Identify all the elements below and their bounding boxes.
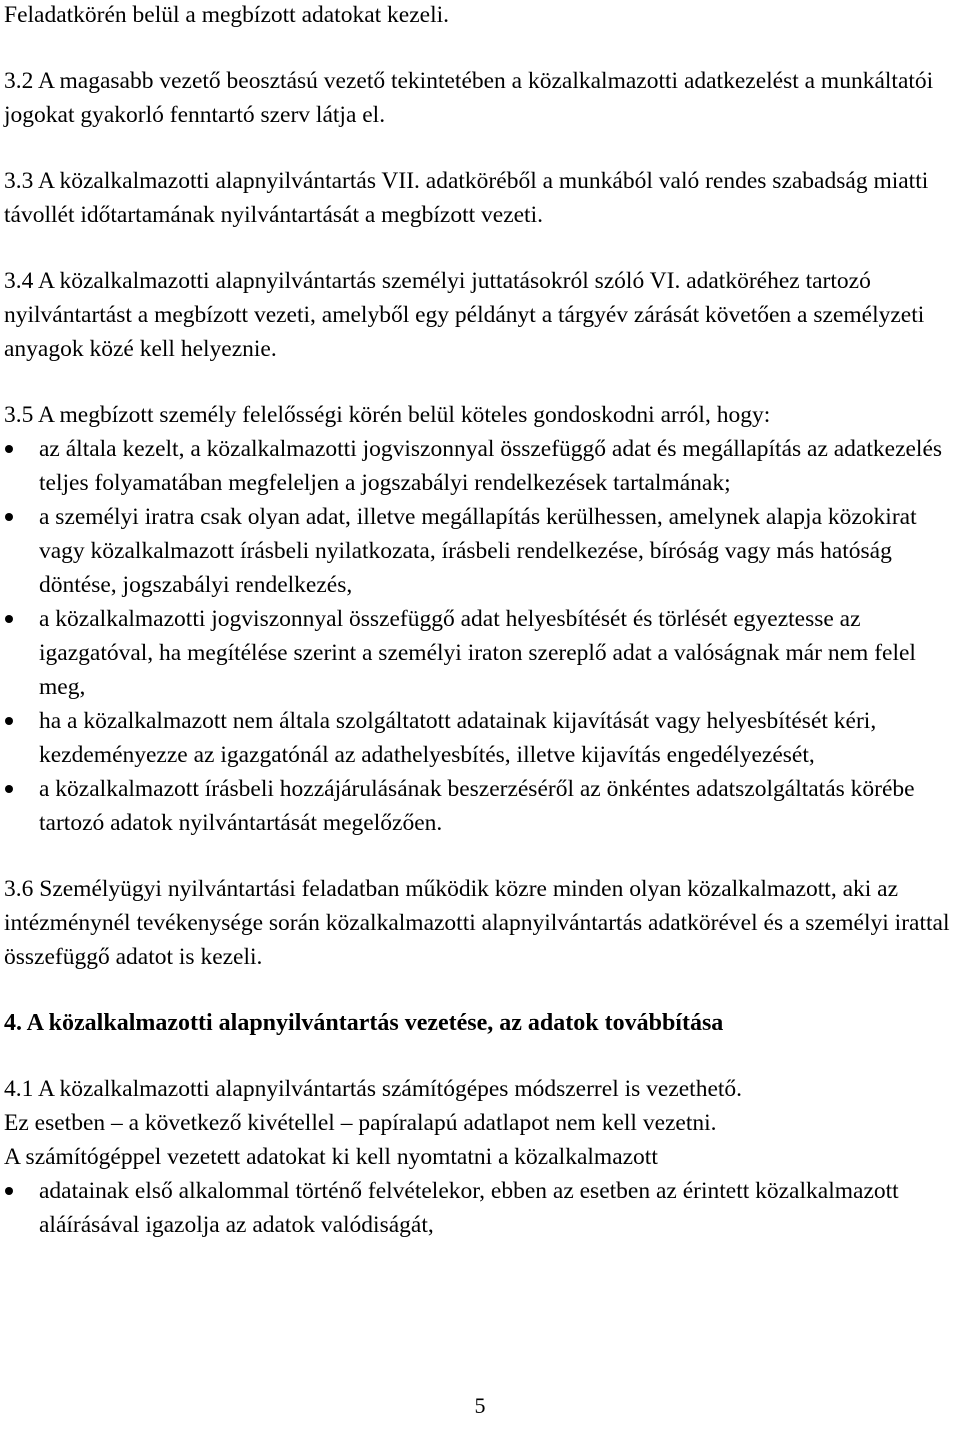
paragraph-3-2: 3.2 A magasabb vezető beosztású vezető tekintetében a közalkalmazotti adatkezelést a munkáltatói jogokat gyakorló fenntartó szerv látja el. xyxy=(4,68,934,128)
bullet-icon xyxy=(5,615,13,623)
document-page xyxy=(4,0,956,1242)
bullet-icon xyxy=(5,445,13,453)
list-item-text: a közalkalmazotti jogviszonnyal összefüggő adat helyesbítését és törlését egyeztesse az igazgatóval, ha megítélése szerint a személyi iraton szereplő adat a valóságnak már nem felel meg, xyxy=(39,606,916,700)
paragraph-3-5: 3.5 A megbízott személy felelősségi körén belül köteles gondoskodni arról, hogy: xyxy=(4,402,771,428)
list-item xyxy=(4,772,956,840)
paragraph-4-1-line-2: Ez esetben – a következő kivétellel – papíralapú adatlapot nem kell vezetni. xyxy=(4,1110,717,1136)
list-item-text: a közalkalmazott írásbeli hozzájárulásának beszerzéséről az önkéntes adatszolgáltatás körébe tartozó adatok nyilvántartását megelőzően. xyxy=(39,776,915,836)
list-item xyxy=(4,1174,956,1242)
paragraph-4-1-line-1: 4.1 A közalkalmazotti alapnyilvántartás számítógépes módszerrel is vezethető. xyxy=(4,1076,743,1102)
list-item-text: az általa kezelt, a közalkalmazotti jogviszonnyal összefüggő adat és megállapítás az adatkezelés teljes folyamatában megfeleljen a jogszabályi rendelkezések tartalmának; xyxy=(39,436,943,496)
page-number: 5 xyxy=(474,1393,486,1418)
list-item-text: ha a közalkalmazott nem általa szolgáltatott adatainak kijavítását vagy helyesbítését kéri, kezdeményezze az igazgatónál az adathelyesbítés, illetve kijavítás engedélyezését, xyxy=(39,708,877,768)
paragraph-3-3: 3.3 A közalkalmazotti alapnyilvántartás VII. adatköréből a munkából való rendes szabadság miatti távollét időtartamának nyilvántartását a megbízott vezeti. xyxy=(4,168,929,228)
paragraph-3-6: 3.6 Személyügyi nyilvántartási feladatban működik közre minden olyan közalkalmazott, aki az intézménynél tevékenysége során közalkalmazotti alapnyilvántartás adatkörével és a személyi irattal összefüggő adatot is kezeli. xyxy=(4,876,950,970)
section-heading-4: 4. A közalkalmazotti alapnyilvántartás vezetése, az adatok továbbítása xyxy=(4,1010,724,1036)
paragraph-4-1-line-3: A számítógéppel vezetett adatokat ki kell nyomtatni a közalkalmazott xyxy=(4,1144,658,1170)
list-item-text: adatainak első alkalommal történő felvételekor, ebben az esetben az érintett közalkalmazott aláírásával igazolja az adatok valódiságát, xyxy=(39,1178,899,1238)
list-item-text: a személyi iratra csak olyan adat, illetve megállapítás kerülhessen, amelynek alapja közokirat vagy közalkalmazott írásbeli nyilatkozata, írásbeli rendelkezése, bíróság vagy más hatóság döntése, jogszabályi rendelkezés, xyxy=(39,504,917,598)
paragraph-intro: Feladatkörén belül a megbízott adatokat kezeli. xyxy=(4,2,450,28)
bullet-icon xyxy=(5,717,13,725)
bullet-list-3-5 xyxy=(4,432,956,840)
list-item xyxy=(4,432,956,500)
list-item xyxy=(4,500,956,602)
bullet-icon xyxy=(5,513,13,521)
paragraph-3-4: 3.4 A közalkalmazotti alapnyilvántartás személyi juttatásokról szóló VI. adatköréhez tartozó nyilvántartást a megbízott vezeti, amelyből egy példányt a tárgyév zárását követően a személyzeti anyagok közé kell helyeznie. xyxy=(4,268,925,362)
bullet-list-4-1 xyxy=(4,1174,956,1242)
list-item xyxy=(4,602,956,704)
list-item xyxy=(4,704,956,772)
bullet-icon xyxy=(5,785,13,793)
bullet-icon xyxy=(5,1187,13,1195)
